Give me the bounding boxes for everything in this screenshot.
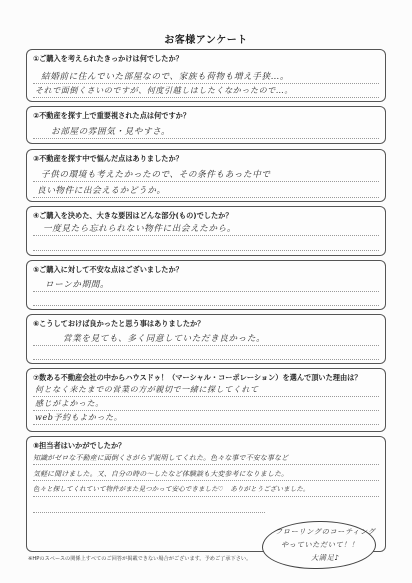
bubble-line-3: 大満足♪	[311, 553, 340, 562]
answer-rule	[33, 464, 379, 465]
answer-rule	[33, 83, 379, 84]
question-8-answer-line-2: 気軽に聞けました。又、自分の時の～したなど体験談も大変参考になりました。	[33, 470, 289, 478]
bubble-line-1: フローリングのコーティング	[275, 527, 376, 536]
question-5-answer-line-1: ローンか期間。	[45, 280, 110, 290]
answer-rule	[33, 197, 379, 198]
question-1-answer-line-2: それで面倒くさいのですが、何度引越しはしたくなかったので…。	[35, 86, 293, 95]
question-7-box	[26, 368, 386, 432]
answer-rule	[33, 138, 379, 139]
footnote: ※HPのスペースの関係上すべてのご回答が掲載できない場合がございます。予めご了承下さい。	[28, 556, 252, 562]
question-3-label: ③不動産を探す中で悩んだ点はありましたか？	[33, 154, 183, 163]
answer-rule	[33, 512, 265, 513]
question-7-label: ⑦数ある不動産会社の中からハウスドゥ！（マーシャル・コーポレーション）を選んで頂いた理由は？	[33, 373, 362, 382]
question-8-answer-line-3: 色々と探してくれていて物件がまた見つかって安心できました♡ ありがとうございました。	[33, 485, 310, 493]
answer-rule	[33, 235, 379, 236]
question-3-answer-line-2: 良い物件に出会えるかどうか。	[37, 186, 166, 196]
answer-rule	[33, 359, 379, 360]
question-6-label: ⑥こうしておけば良かったと思う事はありましたか？	[33, 319, 205, 328]
question-7-answer-line-2: 感じがよかった。	[35, 399, 104, 408]
answer-rule	[33, 345, 379, 346]
answer-rule	[33, 305, 379, 306]
question-8-answer-line-1: 知識がゼロな不動産に面倒くさがらず説明してくれた。色々な事で不安な事など	[33, 454, 289, 462]
question-1-label: ①ご購入を考えられたきっかけは何でしたか？	[33, 54, 183, 63]
question-7-answer-line-3: web予約もよかった。	[35, 413, 123, 422]
question-3-box	[26, 149, 386, 202]
question-4-label: ④ご購入を決めた、大きな要因はどんな部分(もの)でしたか？	[33, 211, 233, 220]
answer-rule	[33, 250, 379, 251]
question-5-box	[26, 260, 386, 310]
question-5-label: ⑤ご購入に対して不安な点はございましたか？	[33, 265, 183, 274]
question-1-answer-line-1: 結婚前に住んでいた部屋なので、家族も荷物も増え手狭…。	[41, 72, 290, 82]
answer-rule	[33, 496, 379, 497]
handwritten-note-bubble	[262, 521, 376, 569]
answer-rule	[33, 97, 379, 98]
question-2-answer-line-1: お部屋の雰囲気・見やすさ。	[51, 127, 171, 137]
question-2-label: ②不動産を探す上で重要視された点は何ですか？	[33, 111, 191, 120]
question-2-box	[26, 106, 386, 144]
page-title: お客様アンケート	[164, 35, 248, 46]
question-3-answer-line-1: 子供の環境も考えたかったので、その条件もあった中で	[41, 170, 271, 180]
question-8-label: ⑧担当者はいかがでしたか？	[33, 441, 126, 450]
answer-rule	[33, 424, 379, 425]
question-7-answer-line-1: 何となく来たまでの営業の方が親切で一緒に探してくれて	[35, 385, 259, 394]
answer-rule	[33, 291, 379, 292]
bubble-line-2: やっていただいて！！	[281, 540, 359, 549]
answer-rule	[33, 410, 379, 411]
answer-rule	[33, 181, 379, 182]
question-4-box	[26, 206, 386, 256]
question-6-answer-line-1: 営業を見ても、多く同意していただき良かった。	[63, 334, 266, 344]
answer-rule	[33, 480, 379, 481]
question-1-box	[26, 49, 386, 102]
answer-rule	[33, 396, 379, 397]
question-6-box	[26, 314, 386, 364]
question-4-answer-line-1: 一度見たら忘れられない物件に出会えたから。	[43, 224, 237, 234]
